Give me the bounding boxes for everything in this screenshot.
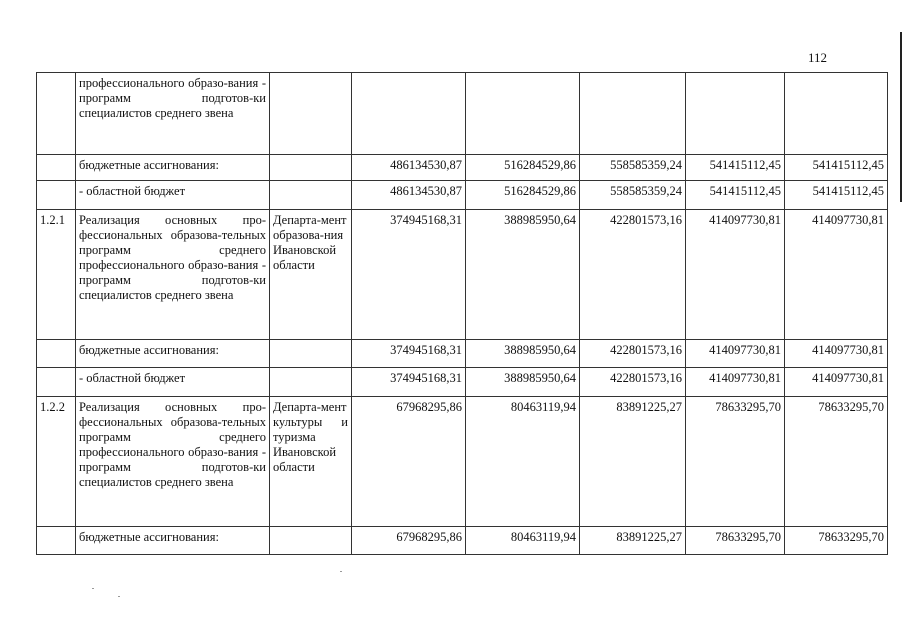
- row-value: 80463119,94: [466, 397, 580, 527]
- row-value: 558585359,24: [580, 181, 686, 210]
- table-row: [37, 368, 888, 397]
- row-value: [686, 73, 785, 155]
- row-description: бюджетные ассигнования:: [76, 340, 270, 368]
- row-department: Департа-мент образова-ния Ивановской области: [270, 210, 352, 340]
- row-value: 422801573,16: [580, 368, 686, 397]
- table-row: [37, 397, 888, 527]
- row-value: 541415112,45: [785, 155, 888, 181]
- row-value: 414097730,81: [785, 368, 888, 397]
- row-index: 1.2.2: [37, 397, 76, 527]
- row-department: [270, 368, 352, 397]
- row-value: 414097730,81: [686, 368, 785, 397]
- row-department: Департа-мент культуры и туризма Ивановской области: [270, 397, 352, 527]
- row-department: [270, 155, 352, 181]
- row-value: [580, 73, 686, 155]
- row-value: 414097730,81: [686, 340, 785, 368]
- row-value: 80463119,94: [466, 527, 580, 555]
- row-value: 388985950,64: [466, 340, 580, 368]
- row-value: 388985950,64: [466, 210, 580, 340]
- row-description: бюджетные ассигнования:: [76, 527, 270, 555]
- row-value: 414097730,81: [785, 340, 888, 368]
- table-row: [37, 73, 888, 155]
- row-index: 1.2.1: [37, 210, 76, 340]
- row-description: бюджетные ассигнования:: [76, 155, 270, 181]
- row-value: 414097730,81: [785, 210, 888, 340]
- budget-table: [36, 72, 888, 555]
- row-value: 67968295,86: [352, 527, 466, 555]
- row-index: [37, 181, 76, 210]
- table-row: [37, 210, 888, 340]
- row-value: [466, 73, 580, 155]
- scan-speck: [118, 596, 120, 597]
- row-index: [37, 340, 76, 368]
- row-value: 374945168,31: [352, 368, 466, 397]
- row-description: - областной бюджет: [76, 368, 270, 397]
- row-value: 388985950,64: [466, 368, 580, 397]
- row-value: 422801573,16: [580, 210, 686, 340]
- row-description: Реализация основных про-фессиональных образова-тельных программ среднего профессионального образо-вания - программ подготов-ки специалистов среднего звена: [76, 397, 270, 527]
- row-value: 541415112,45: [686, 155, 785, 181]
- scan-speck: [92, 588, 94, 589]
- row-department: [270, 73, 352, 155]
- row-value: 374945168,31: [352, 210, 466, 340]
- row-value: 83891225,27: [580, 527, 686, 555]
- row-value: 486134530,87: [352, 155, 466, 181]
- row-value: 516284529,86: [466, 181, 580, 210]
- row-value: [785, 73, 888, 155]
- row-index: [37, 368, 76, 397]
- row-value: 414097730,81: [686, 210, 785, 340]
- row-description: - областной бюджет: [76, 181, 270, 210]
- row-index: [37, 527, 76, 555]
- row-value: 78633295,70: [785, 527, 888, 555]
- row-description: профессионального образо-вания - программ подготов-ки специалистов среднего звена: [76, 73, 270, 155]
- row-value: 83891225,27: [580, 397, 686, 527]
- row-value: 486134530,87: [352, 181, 466, 210]
- row-department: [270, 340, 352, 368]
- table-row: [37, 181, 888, 210]
- row-value: 78633295,70: [686, 397, 785, 527]
- row-department: [270, 527, 352, 555]
- row-index: [37, 155, 76, 181]
- row-value: 516284529,86: [466, 155, 580, 181]
- table-row: [37, 155, 888, 181]
- row-value: 67968295,86: [352, 397, 466, 527]
- row-value: 541415112,45: [785, 181, 888, 210]
- row-index: [37, 73, 76, 155]
- row-value: 541415112,45: [686, 181, 785, 210]
- row-value: 422801573,16: [580, 340, 686, 368]
- row-value: 558585359,24: [580, 155, 686, 181]
- row-value: 374945168,31: [352, 340, 466, 368]
- page-number: 112: [808, 50, 828, 65]
- table-row: [37, 340, 888, 368]
- scan-speck: [340, 571, 342, 572]
- table-row: [37, 527, 888, 555]
- row-value: 78633295,70: [686, 527, 785, 555]
- row-value: 78633295,70: [785, 397, 888, 527]
- row-department: [270, 181, 352, 210]
- row-value: [352, 73, 466, 155]
- row-description: Реализация основных про-фессиональных образова-тельных программ среднего профессионального образо-вания - программ подготов-ки специалистов среднего звена: [76, 210, 270, 340]
- margin-rule: [900, 32, 902, 202]
